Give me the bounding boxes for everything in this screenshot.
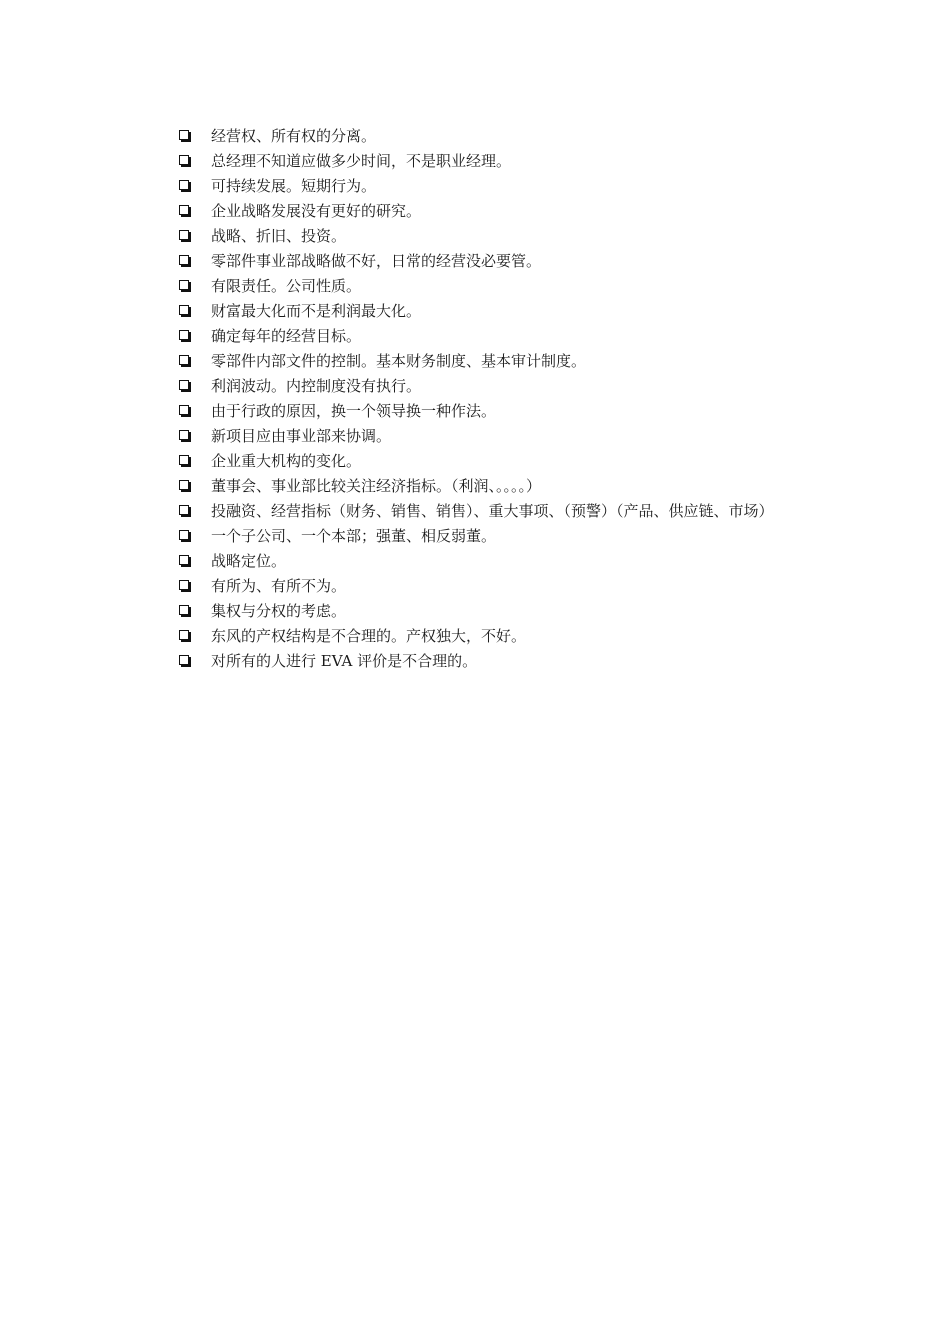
bullet-list (176, 124, 816, 674)
list-item (176, 199, 816, 224)
square-bullet-icon (179, 380, 189, 390)
list-item (176, 274, 816, 299)
square-bullet-icon (179, 355, 189, 365)
list-item-text: 经营权、所有权的分离。 (211, 127, 377, 145)
list-item (176, 174, 816, 199)
list-item (176, 374, 816, 399)
list-item (176, 249, 816, 274)
list-item-text: 新项目应由事业部来协调。 (211, 427, 392, 445)
list-item-text: 零部件事业部战略做不好，日常的经营没必要管。 (211, 252, 542, 270)
square-bullet-icon (179, 630, 189, 640)
list-item (176, 349, 816, 374)
list-item-text: 企业重大机构的变化。 (211, 452, 362, 470)
square-bullet-icon (179, 330, 189, 340)
square-bullet-icon (179, 255, 189, 265)
square-bullet-icon (179, 180, 189, 190)
list-item (176, 624, 816, 649)
square-bullet-icon (179, 230, 189, 240)
list-item (176, 549, 816, 574)
list-item-text: 集权与分权的考虑。 (211, 602, 347, 620)
list-item-text: 对所有的人进行 EVA 评价是不合理的。 (211, 652, 478, 670)
list-item (176, 324, 816, 349)
list-item-text: 利润波动。内控制度没有执行。 (211, 377, 422, 395)
list-item-text: 有所为、有所不为。 (211, 577, 347, 595)
list-item-text: 由于行政的原因，换一个领导换一种作法。 (211, 402, 497, 420)
square-bullet-icon (179, 130, 189, 140)
list-item (176, 599, 816, 624)
list-item-text: 一个子公司、一个本部；强董、相反弱董。 (211, 527, 497, 545)
list-item (176, 124, 816, 149)
square-bullet-icon (179, 455, 189, 465)
list-item (176, 449, 816, 474)
list-item (176, 399, 816, 424)
square-bullet-icon (179, 155, 189, 165)
list-item-text: 确定每年的经营目标。 (211, 327, 362, 345)
square-bullet-icon (179, 655, 189, 665)
list-item-text: 东风的产权结构是不合理的。产权独大，不好。 (211, 627, 527, 645)
list-item (176, 299, 816, 324)
square-bullet-icon (179, 480, 189, 490)
square-bullet-icon (179, 580, 189, 590)
list-item-text: 总经理不知道应做多少时间，不是职业经理。 (211, 152, 512, 170)
list-item-text: 企业战略发展没有更好的研究。 (211, 202, 422, 220)
square-bullet-icon (179, 555, 189, 565)
list-item (176, 149, 816, 174)
list-item (176, 499, 816, 524)
list-item (176, 224, 816, 249)
square-bullet-icon (179, 405, 189, 415)
list-item-text: 可持续发展。短期行为。 (211, 177, 377, 195)
list-item-text: 财富最大化而不是利润最大化。 (211, 302, 422, 320)
list-item-text: 投融资、经营指标（财务、销售、销售）、重大事项、（预警）（产品、供应链、市场） (211, 502, 774, 520)
list-item (176, 649, 816, 674)
square-bullet-icon (179, 280, 189, 290)
square-bullet-icon (179, 205, 189, 215)
list-item (176, 574, 816, 599)
list-item (176, 524, 816, 549)
list-item-text: 战略、折旧、投资。 (211, 227, 347, 245)
square-bullet-icon (179, 430, 189, 440)
square-bullet-icon (179, 530, 189, 540)
list-item-text: 战略定位。 (211, 552, 287, 570)
square-bullet-icon (179, 305, 189, 315)
list-item-text: 有限责任。公司性质。 (211, 277, 362, 295)
list-item-text: 零部件内部文件的控制。基本财务制度、基本审计制度。 (211, 352, 587, 370)
square-bullet-icon (179, 605, 189, 615)
square-bullet-icon (179, 505, 189, 515)
list-item-text: 董事会、事业部比较关注经济指标。（利润、。。。。） (211, 477, 542, 495)
list-item (176, 474, 816, 499)
list-item (176, 424, 816, 449)
